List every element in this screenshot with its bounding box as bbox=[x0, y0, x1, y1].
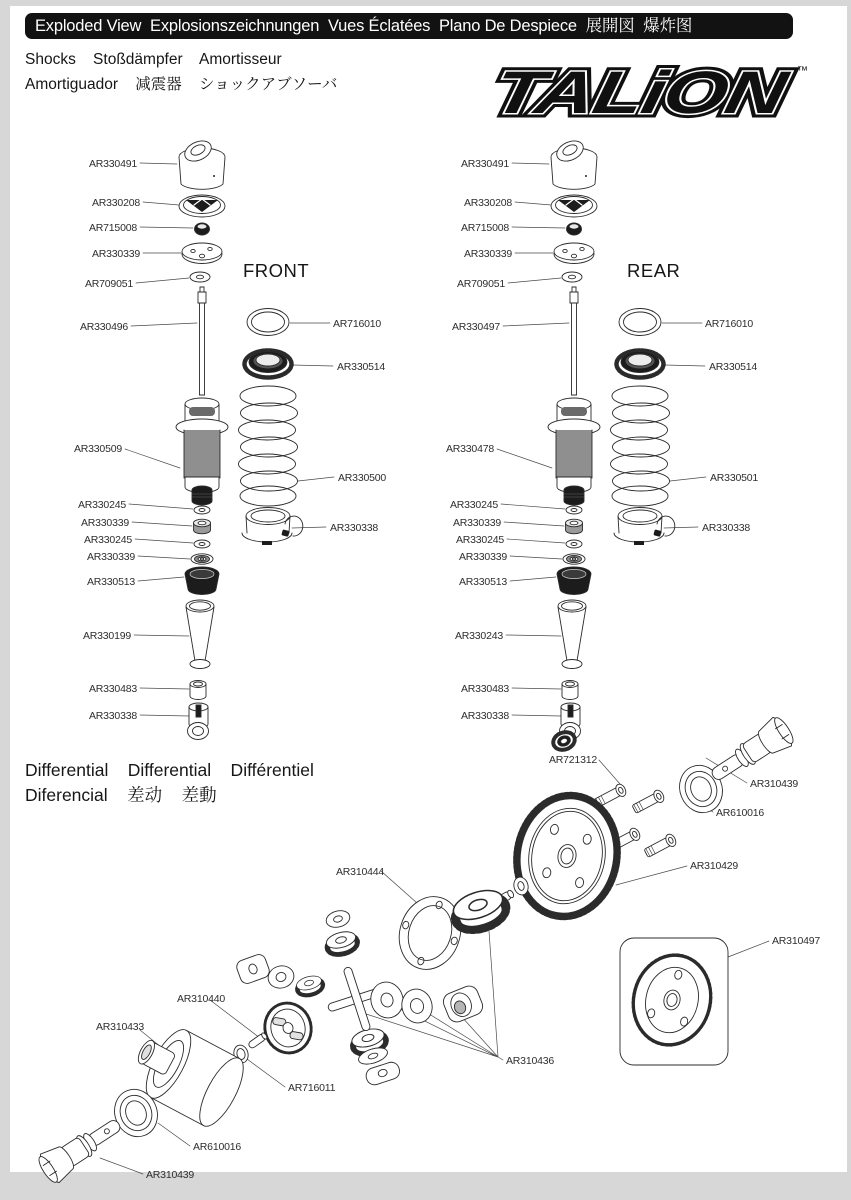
part-label: AR330514 bbox=[709, 361, 758, 373]
part-label: AR716010 bbox=[705, 318, 754, 330]
part-label: AR330245 bbox=[77, 499, 126, 511]
part-label: AR330208 bbox=[91, 197, 140, 209]
differential-title-line2: Diferencial 差动 差動 bbox=[25, 785, 217, 805]
part-label: AR330514 bbox=[337, 361, 386, 373]
part-label: AR709051 bbox=[84, 278, 133, 290]
front-shock-labels bbox=[74, 158, 386, 722]
logo-trademark: ™ bbox=[797, 65, 808, 77]
shocks-title-line2: Amortiguador 减震器 ショックアブソーバ bbox=[25, 76, 338, 93]
part-label: AR310429 bbox=[690, 860, 739, 872]
part-label: AR330483 bbox=[88, 683, 137, 695]
part-label: AR310440 bbox=[177, 993, 226, 1005]
part-label: AR709051 bbox=[456, 278, 505, 290]
part-label: AR330483 bbox=[460, 683, 509, 695]
front-shock-diagram bbox=[74, 137, 386, 740]
part-label: AR330497 bbox=[451, 321, 500, 333]
part-label: AR330509 bbox=[73, 443, 122, 455]
part-label: AR330478 bbox=[445, 443, 494, 455]
part-label: AR330338 bbox=[330, 522, 379, 534]
part-label: AR310439 bbox=[750, 778, 799, 790]
part-label: AR715008 bbox=[460, 222, 509, 234]
part-label: AR715008 bbox=[88, 222, 137, 234]
part-label: AR310433 bbox=[96, 1021, 145, 1033]
part-label: AR330339 bbox=[458, 551, 507, 563]
part-label: AR330338 bbox=[88, 710, 137, 722]
front-view-label: FRONT bbox=[243, 260, 310, 281]
part-label: AR330491 bbox=[88, 158, 137, 170]
part-label: AR330339 bbox=[452, 517, 501, 529]
shocks-title-line1: Shocks Stoßdämpfer Amortisseur bbox=[25, 51, 282, 68]
part-label: AR310436 bbox=[506, 1055, 555, 1067]
part-label: AR330245 bbox=[83, 534, 132, 546]
part-label: AR721312 bbox=[548, 754, 597, 766]
part-label: AR310439 bbox=[146, 1169, 195, 1181]
rear-view-label: REAR bbox=[627, 260, 681, 281]
part-label: AR330513 bbox=[458, 576, 507, 588]
part-label: AR716010 bbox=[333, 318, 382, 330]
page-header-title: Exploded View Explosionszeichnungen Vues Éclatées Plano De Despiece 展開図 爆炸图 bbox=[35, 17, 693, 35]
part-label: AR716011 bbox=[288, 1082, 336, 1094]
part-label: AR330245 bbox=[455, 534, 504, 546]
differential-diagram bbox=[35, 714, 821, 1187]
differential-title-line1: Differential Differential Différentiel bbox=[25, 760, 314, 780]
part-label: AR610016 bbox=[193, 1141, 242, 1153]
talion-logo bbox=[487, 59, 808, 126]
part-label: AR610016 bbox=[716, 807, 765, 819]
part-label: AR330339 bbox=[463, 248, 512, 260]
part-label: AR330245 bbox=[449, 499, 498, 511]
part-label: AR330339 bbox=[86, 551, 135, 563]
part-label: AR330496 bbox=[79, 321, 128, 333]
part-label: AR330339 bbox=[80, 517, 129, 529]
rear-shock-labels bbox=[446, 158, 758, 722]
rear-shock-diagram bbox=[446, 137, 758, 740]
part-label: AR330208 bbox=[463, 197, 512, 209]
part-label: AR330199 bbox=[82, 630, 131, 642]
part-label: AR330491 bbox=[460, 158, 509, 170]
part-label: AR330338 bbox=[702, 522, 751, 534]
part-label: AR330513 bbox=[86, 576, 135, 588]
part-label: AR330500 bbox=[338, 472, 387, 484]
part-label: AR330501 bbox=[710, 472, 759, 484]
part-label: AR330243 bbox=[454, 630, 503, 642]
part-label: AR310497 bbox=[772, 935, 821, 947]
part-label: AR310444 bbox=[336, 866, 385, 878]
part-label: AR330339 bbox=[91, 248, 140, 260]
part-label: AR330338 bbox=[460, 710, 509, 722]
